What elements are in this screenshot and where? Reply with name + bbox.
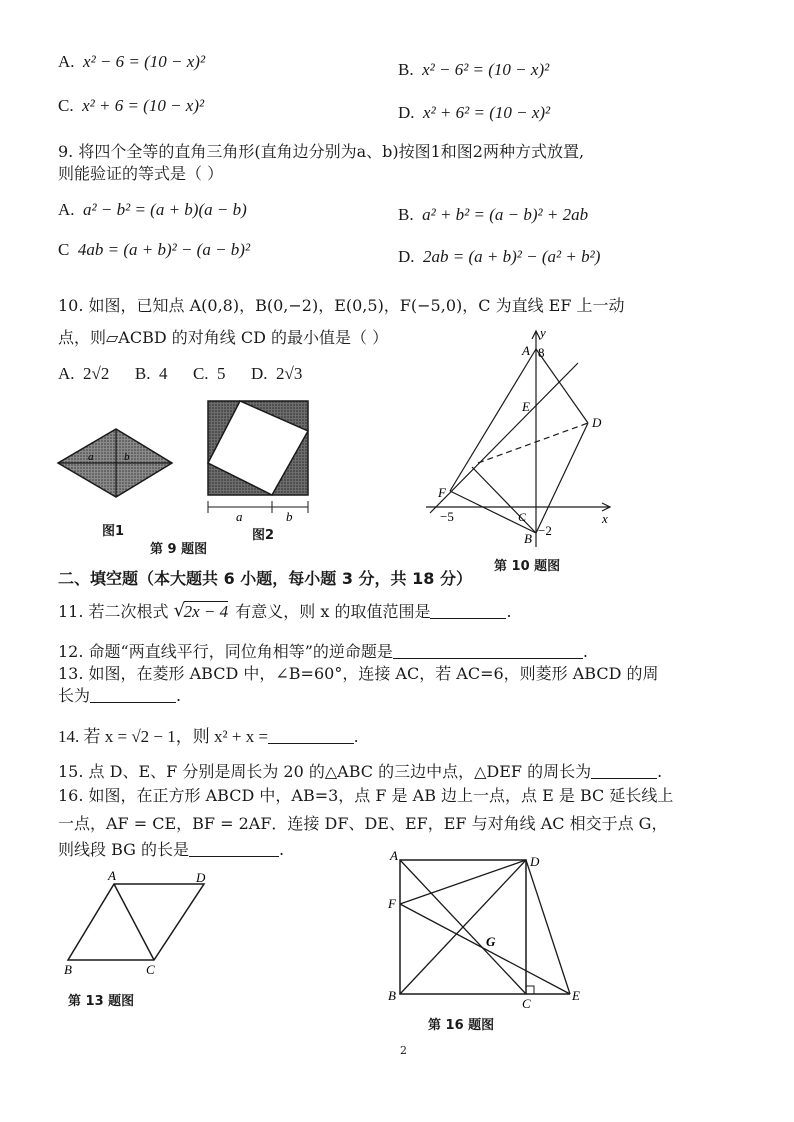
q10-stem-line1: 10. 如图，已知点 A(0,8)，B(0,−2)，E(0,5)，F(−5,0)，C 为直线 EF 上一动 [58,296,625,315]
q8-option-d: D. x² + 6² = (10 − x)² [398,103,551,122]
q10-label-minus5: −5 [440,509,454,524]
fig2-label-b: b [286,509,293,524]
q9-option-b: B. a² + b² = (a − b)² + 2ab [398,205,589,224]
q9-stem-line1: 9. 将四个全等的直角三角形(直角边分别为a、b)按图1和图2两种方式放置, [58,142,585,161]
q10-stem-line2: 点，则▱ACBD 的对角线 CD 的最小值是（ ） [58,328,389,347]
q10-label-E: E [522,399,530,414]
q15-answer-blank[interactable] [591,762,657,779]
q9-figure-2 [200,395,320,525]
q11-answer-blank[interactable] [430,602,506,619]
q14-answer-blank[interactable] [268,727,354,744]
q10-label-B: B [524,531,532,546]
q16-label-B: B [388,988,396,1003]
section-2-heading: 二、填空题（本大题共 6 小题，每小题 3 分，共 18 分） [58,569,472,588]
q9-fig1-caption: 图1 [102,524,125,539]
q16-label-E: E [572,988,580,1003]
q10-label-8: 8 [538,345,545,360]
q9-figure-1 [50,425,180,505]
q10-label-minus2: −2 [538,523,552,538]
q9-option-d: D. 2ab = (a + b)² − (a² + b²) [398,247,601,266]
q10-figure-caption: 第 10 题图 [494,559,561,574]
q13-figure-caption: 第 13 题图 [68,994,135,1009]
q10-options: A. 2√2 B. 4 C. 5 D. 2√3 [58,364,303,383]
q16-answer-blank[interactable] [189,840,279,857]
q16-stem-line3: 则线段 BG 的长是 . [58,840,285,859]
q16-label-C: C [522,996,531,1010]
q16-label-A: A [390,848,398,863]
q13-stem-line2: 长为 . [58,686,182,705]
q8-option-c: C. x² + 6 = (10 − x)² [58,96,205,115]
page-number: 2 [400,1044,407,1057]
q10-label-D: D [592,415,602,430]
fig2-label-a: a [236,509,243,524]
q14-text: 14. 若 x = √2 − 1，则 x² + x = . [58,727,359,746]
q16-label-F: F [388,896,396,911]
q16-stem-line1: 16. 如图，在正方形 ABCD 中，AB=3，点 F 是 AB 边上一点，点 E 是 BC 延长线上 [58,786,674,805]
q13-label-A: A [108,868,116,883]
q11-radical: √ 2x − 4 [173,600,229,621]
q9-option-a: A. a² − b² = (a + b)(a − b) [58,200,247,219]
q16-figure-caption: 第 16 题图 [428,1018,495,1033]
q9-option-c: C 4ab = (a + b)² − (a − b)² [58,240,251,259]
q10-figure [418,325,618,550]
q16-figure [380,846,600,1010]
fig1-label-a: a [88,451,94,463]
q10-label-x: x [602,511,608,526]
q15-text: 15. 点 D、E、F 分别是周长为 20 的△ABC 的三边中点，△DEF 的周长为 . [58,762,663,781]
q10-label-F: F [438,485,446,500]
q9-figure-caption: 第 9 题图 [150,542,208,557]
q16-label-D: D [530,854,540,869]
q13-answer-blank[interactable] [90,686,176,703]
q16-stem-line2: 一点，AF = CE，BF = 2AF．连接 DF、DE、EF，EF 与对角线 AC 相交于点 G， [58,814,668,833]
q13-figure [60,866,220,981]
q9-fig2-caption: 图2 [252,528,275,543]
q10-label-A: A [522,343,530,358]
q8-option-b: B. x² − 6² = (10 − x)² [398,60,550,79]
q9-stem-line2: 则能验证的等式是（ ） [58,164,224,183]
q13-label-B: B [64,962,72,977]
q10-label-y: y [540,325,546,340]
fig1-label-b: b [124,451,130,463]
q13-stem-line1: 13. 如图，在菱形 ABCD 中，∠B=60°，连接 AC，若 AC=6，则菱形 ABCD 的周 [58,664,659,683]
q11-text: 11. 若二次根式 √ 2x − 4 有意义，则 x 的取值范围是 . [58,600,512,621]
q13-label-D: D [196,870,206,885]
q10-label-C: C [518,510,527,524]
q13-label-C: C [146,962,155,977]
q8-option-a: A. x² − 6 = (10 − x)² [58,52,206,71]
q12-text: 12. 命题“两直线平行，同位角相等”的逆命题是 . [58,642,588,661]
q16-label-G: G [486,934,496,949]
q12-answer-blank[interactable] [393,642,583,659]
